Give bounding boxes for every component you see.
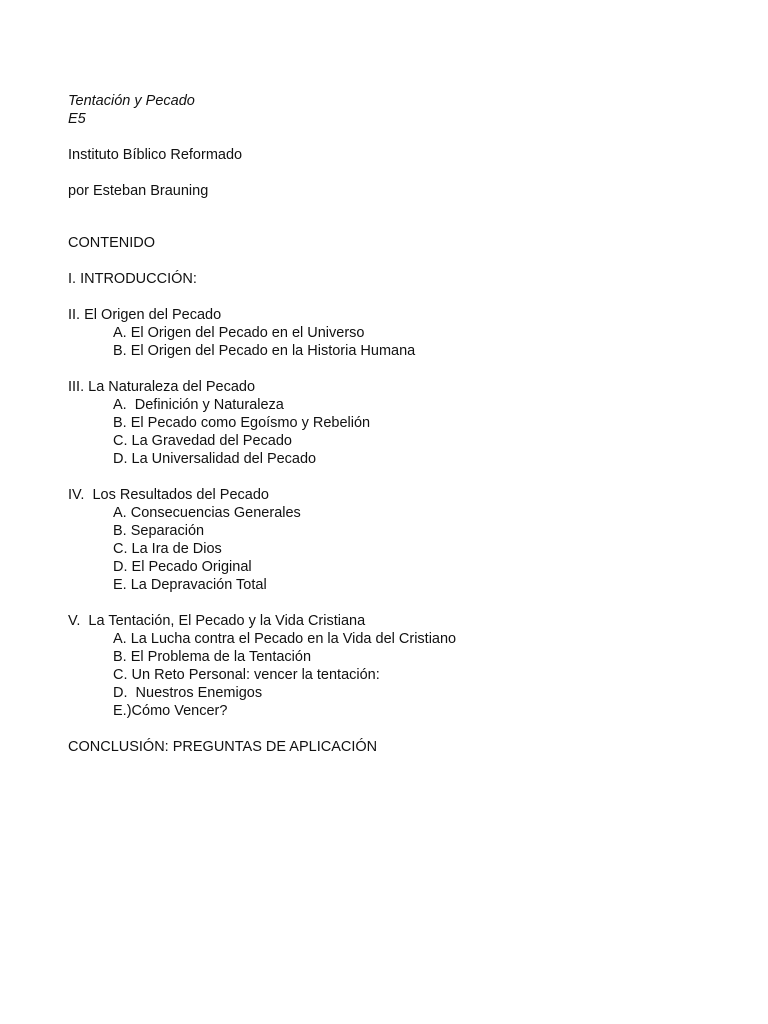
- section-items: [68, 630, 728, 720]
- document-title: Tentación y Pecado: [68, 93, 195, 109]
- section-items: [68, 396, 728, 468]
- list-item: B. El Problema de la Tentación: [113, 649, 312, 665]
- author-line: por Esteban Brauning: [68, 183, 209, 199]
- list-item: E. La Depravación Total: [113, 577, 267, 593]
- section-title: II. El Origen del Pecado: [68, 307, 222, 323]
- list-item: B. El Origen del Pecado en la Historia Humana: [113, 343, 416, 359]
- document-page: [68, 92, 728, 756]
- list-item: A. Consecuencias Generales: [113, 505, 301, 521]
- list-item: D. Nuestros Enemigos: [113, 685, 263, 701]
- list-item: A. La Lucha contra el Pecado en la Vida del Cristiano: [113, 631, 457, 647]
- section-intro: I. INTRODUCCIÓN:: [68, 271, 197, 287]
- document-code: E5: [68, 111, 86, 127]
- conclusion-line: CONCLUSIÓN: PREGUNTAS DE APLICACIÓN: [68, 739, 378, 755]
- section-christian-life: [68, 612, 728, 720]
- section-origin: [68, 306, 728, 360]
- list-item: D. La Universalidad del Pecado: [113, 451, 317, 467]
- list-item: B. Separación: [113, 523, 205, 539]
- list-item: E.)Cómo Vencer?: [113, 703, 228, 719]
- section-results: [68, 486, 728, 594]
- list-item: C. Un Reto Personal: vencer la tentación:: [113, 667, 380, 683]
- section-nature: [68, 378, 728, 468]
- institute-name: Instituto Bíblico Reformado: [68, 147, 243, 163]
- list-item: A. Definición y Naturaleza: [113, 397, 284, 413]
- section-items: [68, 324, 728, 360]
- list-item: B. El Pecado como Egoísmo y Rebelión: [113, 415, 371, 431]
- section-title: III. La Naturaleza del Pecado: [68, 379, 256, 395]
- list-item: C. La Gravedad del Pecado: [113, 433, 292, 449]
- list-item: A. El Origen del Pecado en el Universo: [113, 325, 365, 341]
- section-title: V. La Tentación, El Pecado y la Vida Cristiana: [68, 613, 366, 629]
- contents-heading: CONTENIDO: [68, 235, 155, 251]
- list-item: D. El Pecado Original: [113, 559, 252, 575]
- section-items: [68, 504, 728, 594]
- section-title: IV. Los Resultados del Pecado: [68, 487, 269, 503]
- list-item: C. La Ira de Dios: [113, 541, 222, 557]
